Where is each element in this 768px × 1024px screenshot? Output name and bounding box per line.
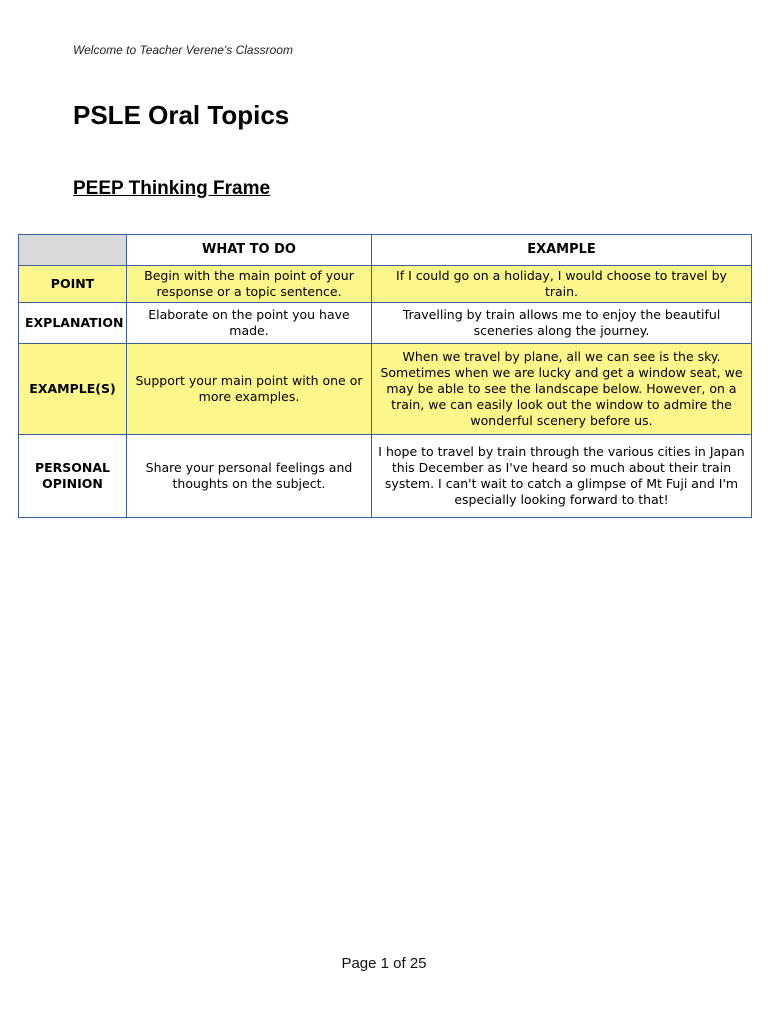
row-label-personal-opinion: PERSONAL OPINION bbox=[19, 435, 127, 518]
row-what-personal-opinion: Share your personal feelings and thoughts on the subject. bbox=[127, 435, 372, 518]
row-label-examples: EXAMPLE(S) bbox=[19, 344, 127, 435]
table-row-examples bbox=[19, 344, 752, 435]
row-label-explanation: EXPLANATION bbox=[19, 303, 127, 344]
table-row-personal-opinion bbox=[19, 435, 752, 518]
table-row-explanation bbox=[19, 303, 752, 344]
row-example-point: If I could go on a holiday, I would choose to travel by train. bbox=[372, 266, 752, 303]
table-row-point bbox=[19, 266, 752, 303]
page-title: PSLE Oral Topics bbox=[73, 100, 290, 130]
row-what-explanation: Elaborate on the point you have made. bbox=[127, 303, 372, 344]
row-example-explanation: Travelling by train allows me to enjoy the beautiful sceneries along the journey. bbox=[372, 303, 752, 344]
page-footer: Page 1 of 25 bbox=[341, 955, 427, 972]
row-what-examples: Support your main point with one or more examples. bbox=[127, 344, 372, 435]
peep-table bbox=[18, 234, 752, 518]
header-note: Welcome to Teacher Verene's Classroom bbox=[73, 43, 293, 57]
row-what-point: Begin with the main point of your response or a topic sentence. bbox=[127, 266, 372, 303]
row-example-personal-opinion: I hope to travel by train through the various cities in Japan this December as I've heard so much about their train system. I can't wait to catch a glimpse of Mt Fuji and I'm especially looking forward to that! bbox=[372, 435, 752, 518]
row-label-point: POINT bbox=[19, 266, 127, 303]
table-header-what-to-do: WHAT TO DO bbox=[127, 235, 372, 266]
row-example-examples: When we travel by plane, all we can see is the sky. Sometimes when we are lucky and get a window seat, we may be able to see the landscape below. However, on a train, we can easily look out the window to admire the wonderful scenery before us. bbox=[372, 344, 752, 435]
table-header-row bbox=[19, 235, 752, 266]
section-heading: PEEP Thinking Frame bbox=[73, 178, 271, 199]
table-header-corner bbox=[19, 235, 127, 266]
table-header-example: EXAMPLE bbox=[372, 235, 752, 266]
